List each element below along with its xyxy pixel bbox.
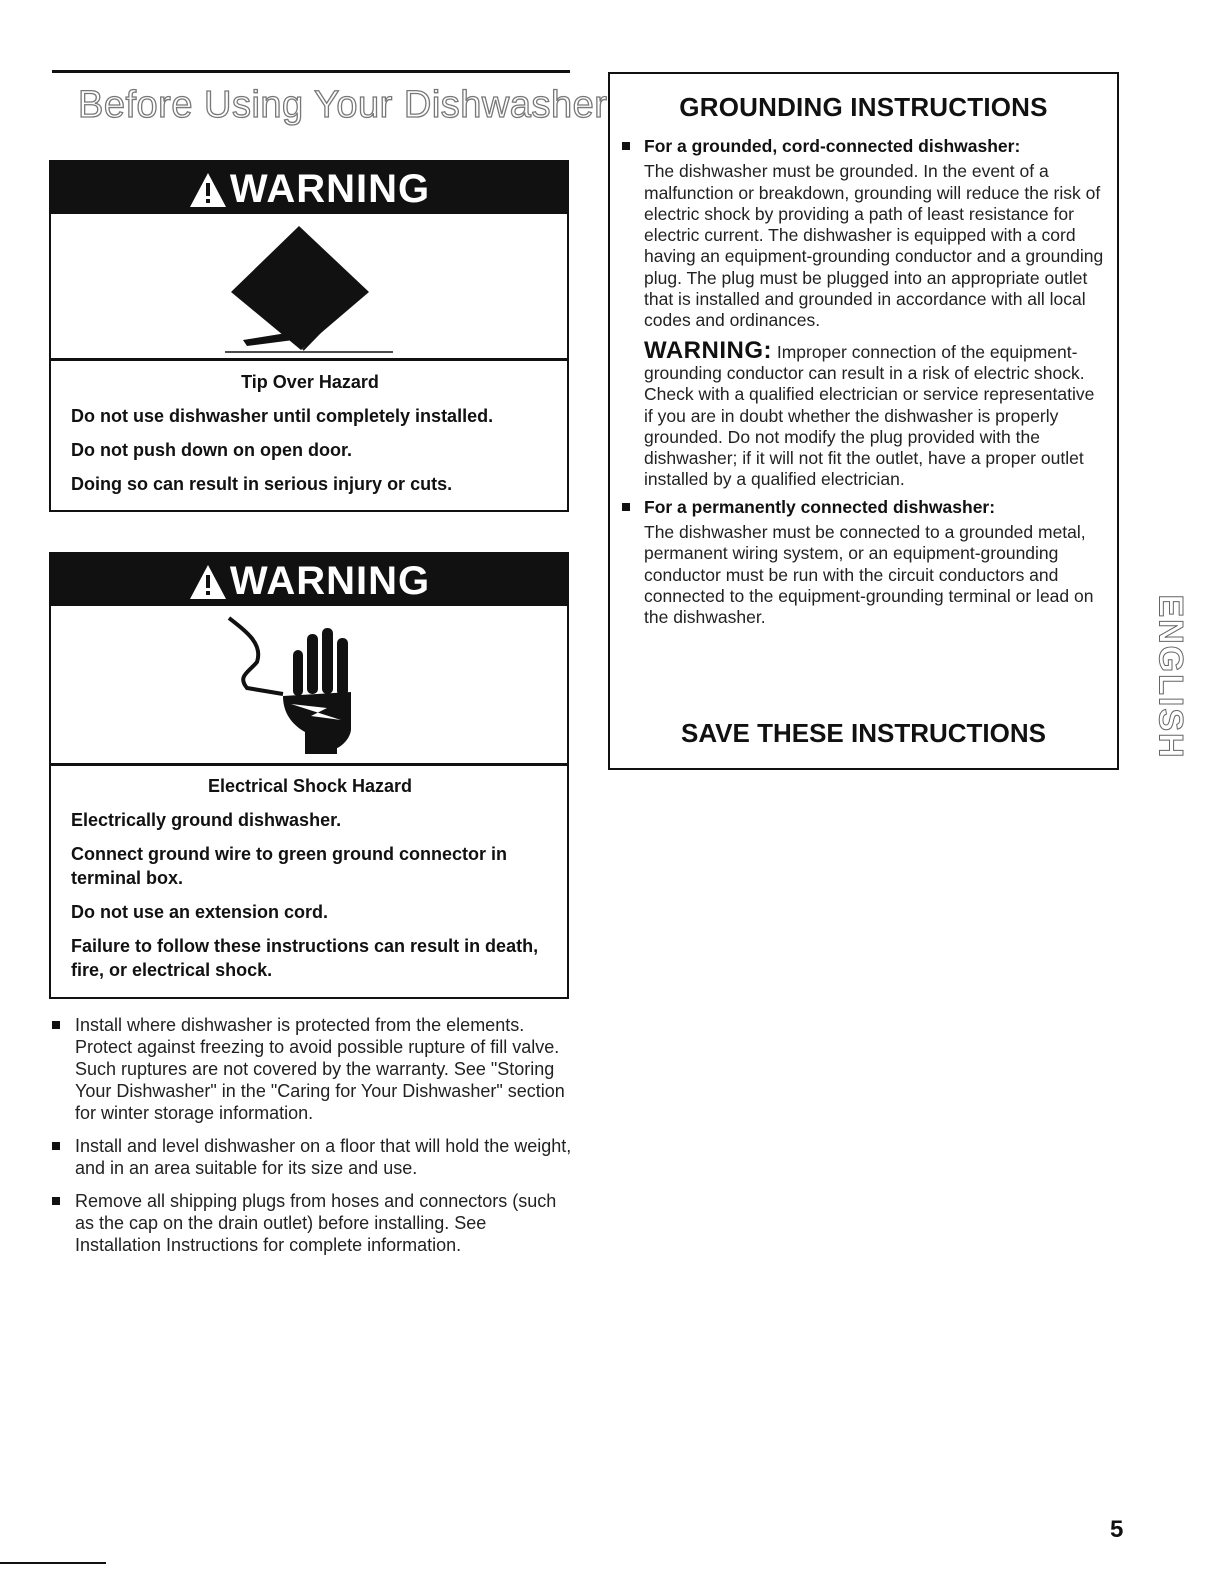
warning-header xyxy=(51,162,567,214)
bullet-icon xyxy=(52,1021,60,1029)
warning-triangle-icon xyxy=(188,562,228,602)
header-rule xyxy=(52,70,570,73)
grounding-paragraph: The dishwasher must be grounded. In the event of a malfunction or breakdown, grounding will reduce the risk of electric shock by providing a path of least resistance for electric current. The dishwasher is equipped with a cord having an equipment-grounding conductor and a grounding plug. The plug must be plugged into an appropriate outlet that is installed and grounded in accordance with all local codes and ordinances. xyxy=(644,161,1104,331)
warning-line: Failure to follow these instructions can result in death, fire, or electrical shock. xyxy=(71,936,539,980)
list-item xyxy=(52,1135,572,1179)
grounding-subheading xyxy=(622,497,1107,518)
warning-text xyxy=(71,774,549,992)
warning-text: Improper connection of the equipment-grounding conductor can result in a risk of electric shock. Check with a qualified electrician or service representative if you are in doubt whether the dishwasher is properly grounded. Do not modify the plug provided with the dishwasher; if it will not fit the outlet, have a proper outlet installed by a qualified electrician. xyxy=(644,341,1095,490)
bullet-icon xyxy=(622,142,630,150)
grounding-title: GROUNDING INSTRUCTIONS xyxy=(679,92,1048,122)
warning-line: Connect ground wire to green ground connector in terminal box. xyxy=(71,844,507,888)
tip-over-warning-box xyxy=(49,160,569,512)
hazard-title: Electrical Shock Hazard xyxy=(207,776,413,796)
list-item xyxy=(52,1190,572,1256)
grounding-instructions-box xyxy=(608,72,1119,770)
warning-line: Do not use dishwasher until completely installed. xyxy=(71,406,494,426)
subheading-text: For a grounded, cord-connected dishwasher: xyxy=(644,136,1021,156)
grounding-subheading xyxy=(622,136,1107,157)
warning-line: Do not push down on open door. xyxy=(71,440,352,460)
language-side-tab xyxy=(1151,566,1190,788)
page-number: 5 xyxy=(1110,1516,1124,1543)
install-guidance-list xyxy=(52,1014,572,1267)
electrical-shock-warning-box xyxy=(49,552,569,999)
side-tab-label: ENGLISH xyxy=(1151,594,1190,760)
tip-over-icon xyxy=(51,218,567,360)
warning-label: WARNING xyxy=(229,559,431,603)
warning-line: Electrically ground dishwasher. xyxy=(71,810,342,830)
save-instructions-heading: SAVE THESE INSTRUCTIONS xyxy=(680,718,1046,748)
warning-label: WARNING: xyxy=(644,336,772,364)
warning-divider xyxy=(51,358,567,361)
bullet-icon xyxy=(52,1142,60,1150)
list-item-text: Install and level dishwasher on a floor that will hold the weight, and in an area suitable for its size and use. xyxy=(75,1136,572,1178)
warning-line: Do not use an extension cord. xyxy=(71,902,329,922)
warning-divider xyxy=(51,763,567,766)
warning-header xyxy=(51,554,567,606)
warning-line: Doing so can result in serious injury or cuts. xyxy=(71,474,453,494)
grounding-warning xyxy=(622,336,1107,491)
list-item xyxy=(52,1014,572,1124)
footer-rule xyxy=(0,1562,106,1564)
grounding-paragraph: The dishwasher must be connected to a grounded metal, permanent wiring system, or an equipment-grounding conductor must be run with the circuit conductors and connected to the equipment-grounding terminal or lead on the dishwasher. xyxy=(644,522,1094,628)
warning-triangle-icon xyxy=(188,170,228,210)
bullet-icon xyxy=(52,1197,60,1205)
list-item-text: Install where dishwasher is protected from the elements. Protect against freezing to avoid possible rupture of fill valve. Such ruptures are not covered by the warranty. See "Storing Your Dishwasher" in the "Caring for Your Dishwasher" section for winter storage information. xyxy=(75,1015,565,1123)
hazard-title: Tip Over Hazard xyxy=(241,372,379,392)
page-title: Before Using Your Dishwasher xyxy=(78,84,608,126)
list-item-text: Remove all shipping plugs from hoses and connectors (such as the cap on the drain outlet) before installing. See Installation Instructions for complete information. xyxy=(75,1191,557,1255)
warning-text xyxy=(71,370,549,506)
subheading-text: For a permanently connected dishwasher: xyxy=(644,496,996,517)
warning-label: WARNING xyxy=(229,167,431,211)
electric-shock-hand-icon xyxy=(51,612,567,762)
grounding-body xyxy=(622,136,1107,637)
bullet-icon xyxy=(622,503,630,511)
